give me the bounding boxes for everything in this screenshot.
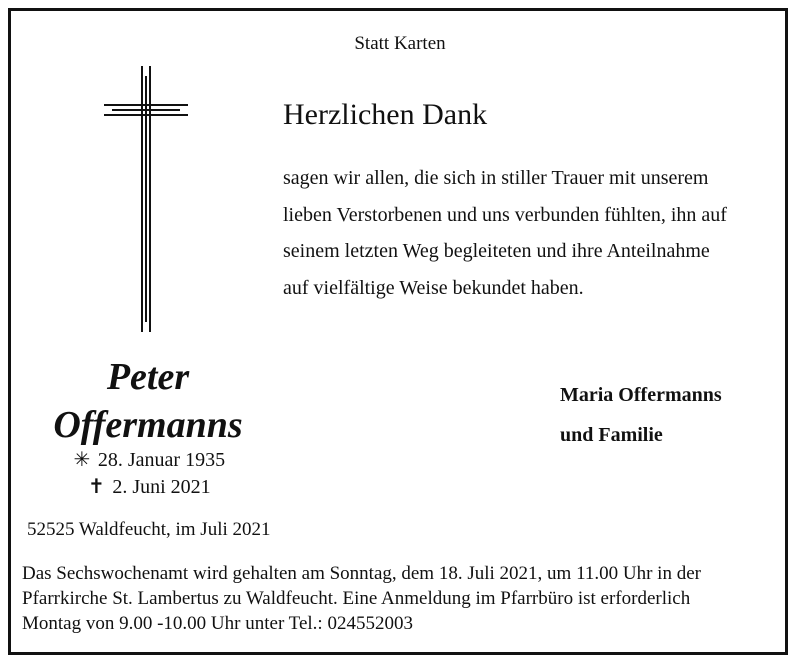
page-title: Herzlichen Dank [283,98,488,131]
thanks-line: sagen wir allen, die sich in stiller Trauer mit unserem [283,167,709,189]
death-cross-icon: ✝ [87,476,105,498]
thanks-line: seinem letzten Weg begleiteten und ihre Anteilnahme [283,240,710,262]
thanks-line: auf vielfältige Weise bekundet haben. [283,276,584,299]
death-date: 2. Juni 2021 [112,476,211,498]
thanks-line: lieben Verstorbenen und uns verbunden fühlten, ihn auf [283,203,727,226]
life-dates [30,447,266,501]
notice-line: Das Sechswochenamt wird gehalten am Sonntag, dem 18. Juli 2021, um 11.00 Uhr in der [22,563,701,584]
notice-line: Montag von 9.00 -10.00 Uhr unter Tel.: 024552003 [22,613,413,634]
place-date: 52525 Waldfeucht, im Juli 2021 [27,519,271,540]
service-notice [22,561,768,636]
birth-star-icon: ✳ [73,449,91,471]
signature [560,375,722,455]
first-name: Peter [106,356,190,398]
deceased-name [30,353,266,449]
header-note: Statt Karten [354,33,446,54]
birth-date: 28. Januar 1935 [97,449,226,471]
signature-family: und Familie [560,424,663,446]
birth-date-row [30,447,266,474]
cross-icon [104,66,188,332]
last-name: Offermanns [53,404,243,446]
signature-name: Maria Offermanns [560,384,722,406]
death-date-row [30,474,266,501]
notice-line: Pfarrkirche St. Lambertus zu Waldfeucht. Eine Anmeldung im Pfarrbüro ist erforderlich [22,588,691,609]
thanks-text [283,160,769,306]
